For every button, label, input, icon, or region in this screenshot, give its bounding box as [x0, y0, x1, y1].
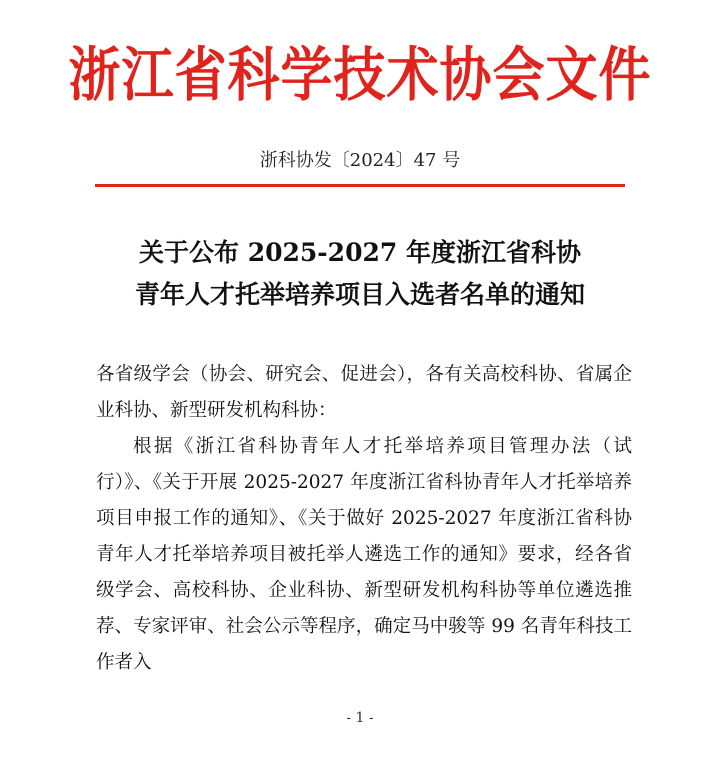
- document-number: 浙科协发〔2024〕47 号: [259, 150, 461, 171]
- page-number: - 1 -: [346, 710, 374, 726]
- notice-title-line-2: 青年人才托举培养项目入选者名单的通知: [134, 280, 585, 309]
- notice-title-line-1: 关于公布 2025-2027 年度浙江省科协: [139, 238, 581, 267]
- body-paragraph-1: 根据《浙江省科协青年人才托举培养项目管理办法（试行）》、《关于开展 2025-2027 年度浙江省科协青年人才托举培养项目申报工作的通知》、《关于做好 2025-2027 年度浙江省科协青年人才托举培养项目被托举人遴选工作的通知》要求，经各省级学会、高校科协、企业科协、新型研发机构科协等单位遴选推荐、专家评审、社会公示等程序，确定马中骏等 99 名青年科技工作者入: [96, 436, 632, 673]
- masthead-title: 浙江省科学技术协会文件: [68, 42, 652, 110]
- red-divider-line: [95, 184, 625, 187]
- notice-body: [96, 357, 632, 681]
- notice-title: [0, 232, 720, 316]
- addressee-paragraph: 各省级学会（协会、研究会、促进会），各有关高校科协、省属企业科协、新型研发机构科协：: [96, 364, 632, 421]
